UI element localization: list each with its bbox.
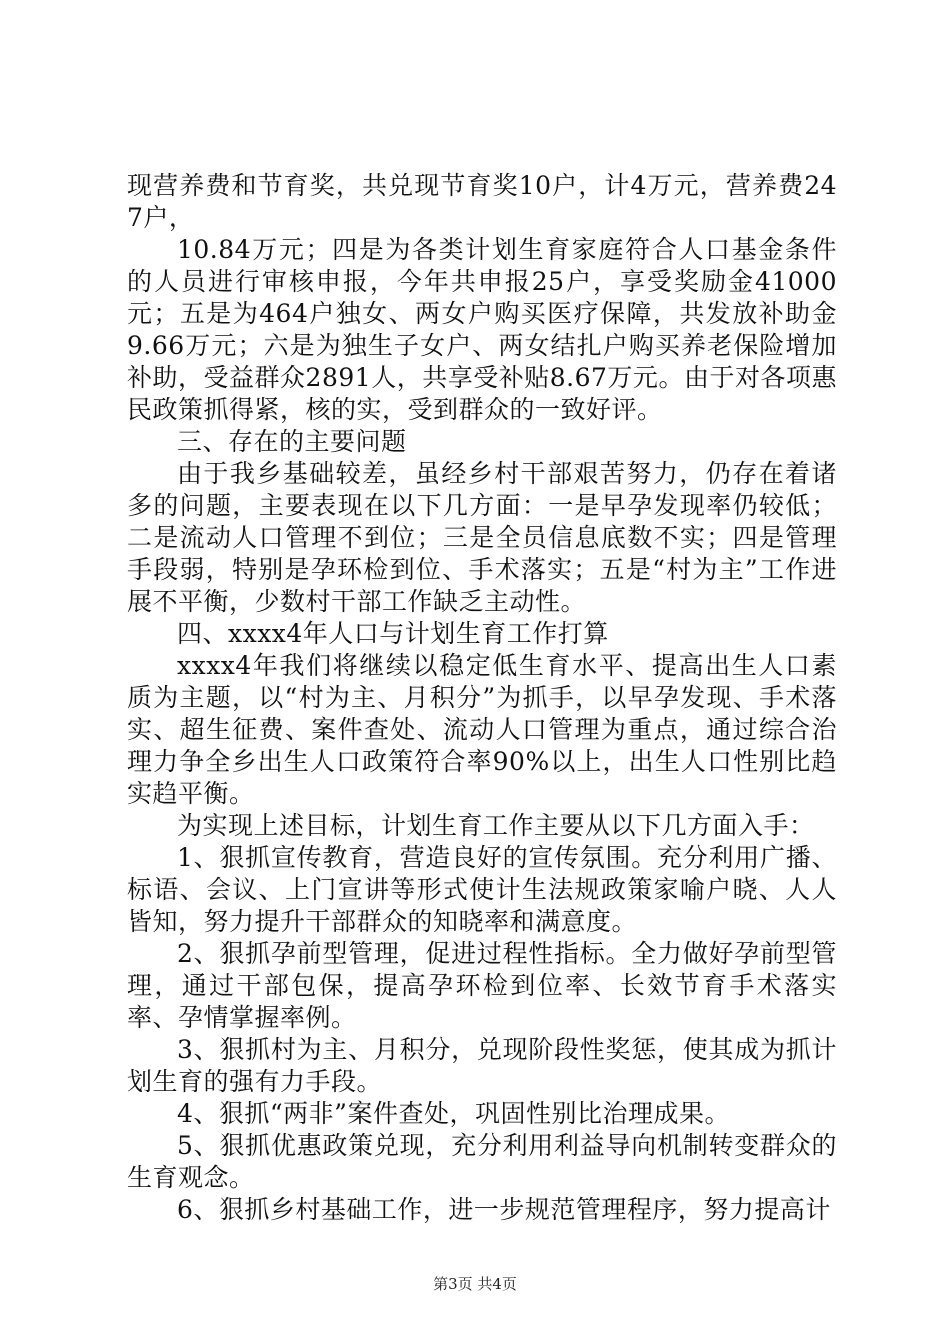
section-heading-problems: 三、存在的主要问题 [177,427,407,456]
list-item-1: 1、狠抓宣传教育，营造良好的宣传氛围。充分利用广播、标语、会议、上门宣讲等形式使计生法规政策家喻户晓、人人皆知，努力提升干部群众的知晓率和满意度。 [127,843,837,936]
list-item-5: 5、狠抓优惠政策兑现，充分利用利益导向机制转变群众的生育观念。 [127,1131,837,1192]
list-item-3: 3、狠抓村为主、月积分，兑现阶段性奖惩，使其成为抓计划生育的强有力手段。 [127,1035,837,1096]
paragraph-subsidies: 10.84万元；四是为各类计划生育家庭符合人口基金条件的人员进行审核申报，今年共申报25户，享受奖励金41000元；五是为464户独女、两女户购买医疗保障，共发放补助金9.66万元；六是为独生子女户、两女结扎户购买养老保险增加补助，受益群众2891人，共享受补贴8.67万元。由于对各项惠民政策抓得紧，核的实，受到群众的一致好评。 [127,235,837,424]
paragraph-continuation: 现营养费和节育奖，共兑现节育奖10户，计4万元，营养费247户， [127,171,837,232]
list-item-4: 4、狠抓“两非”案件查处，巩固性别比治理成果。 [177,1099,730,1128]
page-footer [0,1274,950,1294]
list-item-6: 6、狠抓乡村基础工作，进一步规范管理程序，努力提高计 [177,1195,831,1224]
list-item-2: 2、狠抓孕前型管理，促进过程性指标。全力做好孕前型管理，通过干部包保，提高孕环检到位率、长效节育手术落实率、孕情掌握率例。 [127,939,837,1032]
section-heading-plan: 四、xxxx4年人口与计划生育工作打算 [177,619,609,648]
paragraph-problems: 由于我乡基础较差，虽经乡村干部艰苦努力，仍存在着诸多的问题，主要表现在以下几方面：一是早孕发现率仍较低；二是流动人口管理不到位；三是全员信息底数不实；四是管理手段弱，特别是孕环检到位、手术落实；五是“村为主”工作进展不平衡，少数村干部工作缺乏主动性。 [127,459,837,616]
page-number-label: 第3页 共4页 [433,1275,517,1293]
paragraph-plan: xxxx4年我们将继续以稳定低生育水平、提高出生人口素质为主题，以“村为主、月积分”为抓手，以早孕发现、手术落实、超生征费、案件查处、流动人口管理为重点，通过综合治理力争全乡出生人口政策符合率90%以上，出生人口性别比趋实趋平衡。 [127,651,837,808]
paragraph-targets-intro: 为实现上述目标，计划生育工作主要从以下几方面入手： [177,811,815,840]
document-body [127,170,837,1226]
